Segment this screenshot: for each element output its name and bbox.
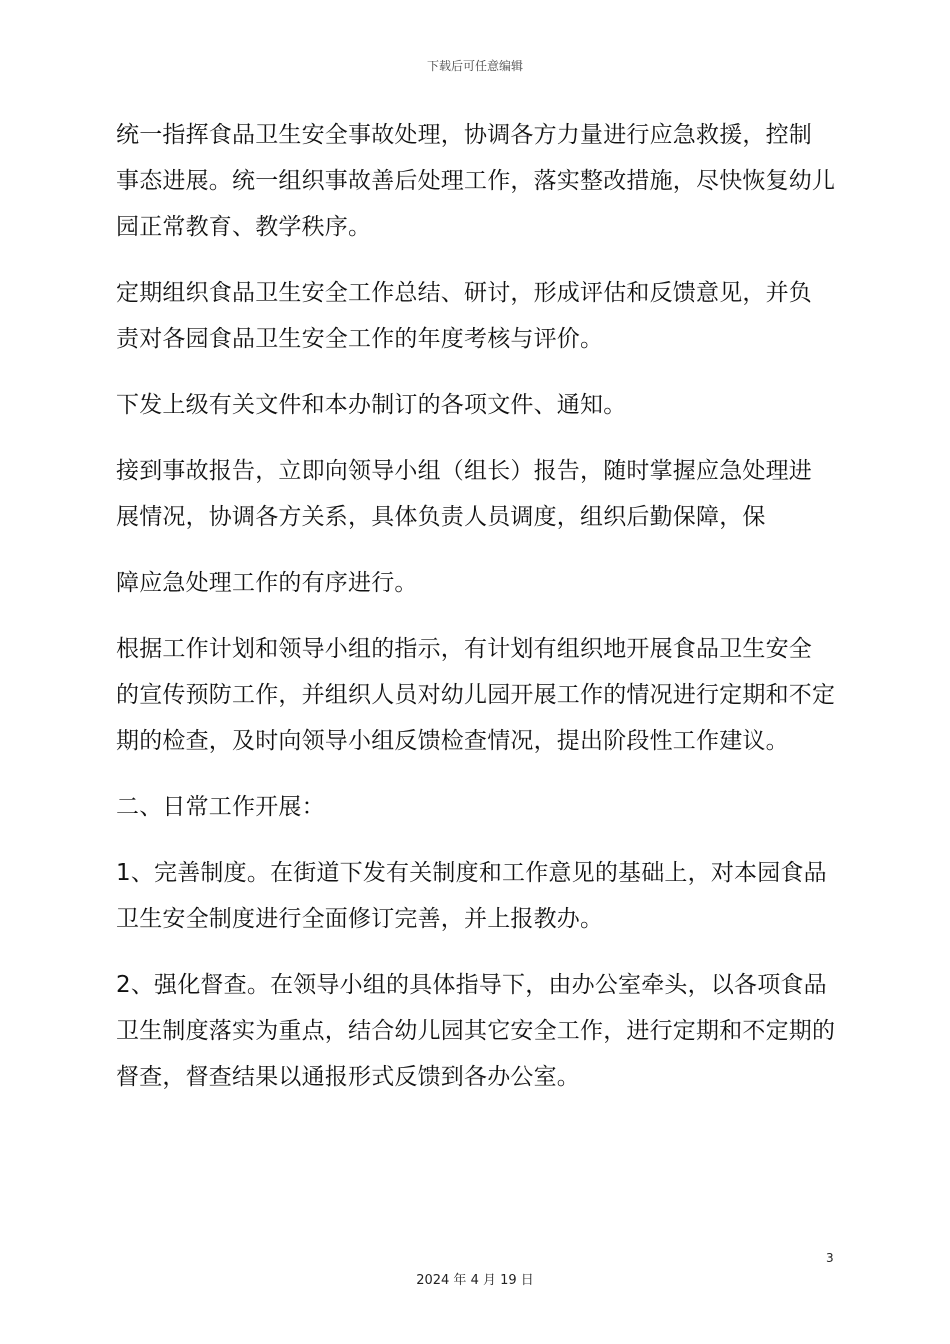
paragraph-5 — [116, 560, 836, 606]
paragraph-line: 展情况，协调各方关系，具体负责人员调度，组织后勤保障，保 — [116, 504, 766, 530]
paragraph-line: 督查，督查结果以通报形式反馈到各办公室。 — [116, 1064, 580, 1090]
paragraph-line: 事态进展。统一组织事故善后处理工作，落实整改措施，尽快恢复幼儿 — [116, 168, 836, 194]
paragraph-line: 的宣传预防工作，并组织人员对幼儿园开展工作的情况进行定期和不定 — [116, 682, 836, 708]
paragraph-line: 园正常教育、教学秩序。 — [116, 214, 372, 240]
paragraph-line: 统一指挥食品卫生安全事故处理，协调各方力量进行应急救援，控制 — [116, 122, 812, 148]
paragraph-line: 障应急处理工作的有序进行。 — [116, 570, 418, 596]
section-heading — [116, 784, 836, 830]
document-body — [116, 112, 836, 1120]
paragraph-line: 1、完善制度。在街道下发有关制度和工作意见的基础上，对本园食品 — [116, 860, 827, 886]
paragraph-1 — [116, 112, 836, 250]
footer-date: 2024 年 4 月 19 日 — [416, 1273, 534, 1288]
paragraph-2 — [116, 270, 836, 362]
paragraph-line: 根据工作计划和领导小组的指示，有计划有组织地开展食品卫生安全 — [116, 636, 812, 662]
paragraph-line: 卫生安全制度进行全面修订完善，并上报教办。 — [116, 906, 604, 932]
header-note: 下载后可任意编辑 — [426, 59, 523, 73]
paragraph-line: 定期组织食品卫生安全工作总结、研讨，形成评估和反馈意见，并负 — [116, 280, 812, 306]
paragraph-line: 接到事故报告，立即向领导小组（组长）报告，随时掌握应急处理进 — [116, 458, 812, 484]
paragraph-6 — [116, 626, 836, 764]
paragraph-line: 卫生制度落实为重点，结合幼儿园其它安全工作，进行定期和不定期的 — [116, 1018, 836, 1044]
paragraph-4 — [116, 448, 836, 540]
paragraph-line: 2、强化督查。在领导小组的具体指导下，由办公室牵头，以各项食品 — [116, 972, 827, 998]
paragraph-9 — [116, 962, 836, 1100]
paragraph-line: 责对各园食品卫生安全工作的年度考核与评价。 — [116, 326, 604, 352]
paragraph-line: 下发上级有关文件和本办制订的各项文件、通知。 — [116, 392, 627, 418]
paragraph-line: 期的检查，及时向领导小组反馈检查情况，提出阶段性工作建议。 — [116, 728, 789, 754]
paragraph-3 — [116, 382, 836, 428]
paragraph-8 — [116, 850, 836, 942]
paragraph-line: 二、日常工作开展： — [116, 794, 325, 820]
page-number: 3 — [826, 1251, 834, 1265]
